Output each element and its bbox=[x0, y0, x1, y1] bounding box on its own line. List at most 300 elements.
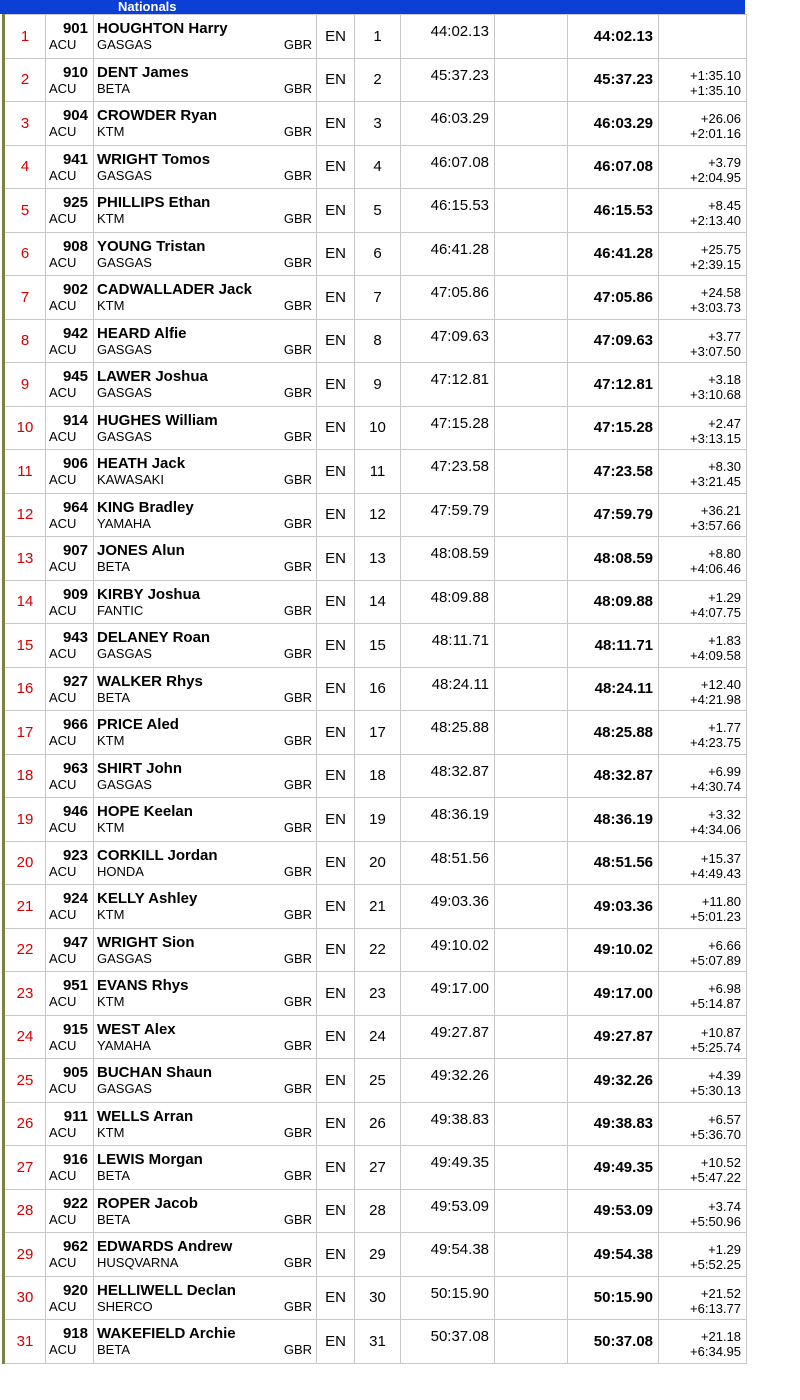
gap-cell bbox=[659, 754, 747, 798]
gap-previous: +8.80 bbox=[708, 546, 741, 561]
stage-time: 48:11.71 bbox=[431, 632, 489, 649]
nation: GBR bbox=[283, 37, 312, 52]
class-cell: EN bbox=[317, 232, 355, 276]
rider-number: 906 bbox=[62, 455, 88, 472]
empty-cell bbox=[495, 972, 568, 1016]
stage-time-cell bbox=[401, 15, 495, 59]
rider-cell bbox=[94, 841, 317, 885]
gap-cell bbox=[659, 1015, 747, 1059]
nation: GBR bbox=[283, 124, 312, 139]
rider-name: DELANEY Roan bbox=[97, 629, 211, 646]
empty-cell bbox=[495, 1059, 568, 1103]
gap-first: +5:50.96 bbox=[690, 1213, 741, 1229]
gap-first: +5:25.74 bbox=[690, 1039, 741, 1055]
empty-cell bbox=[495, 493, 568, 537]
club: ACU bbox=[49, 167, 77, 183]
stage-time-cell bbox=[401, 798, 495, 842]
total-time-cell: 47:05.86 bbox=[568, 276, 659, 320]
rider-number: 947 bbox=[62, 933, 88, 951]
club: ACU bbox=[49, 37, 77, 52]
stage-time-cell bbox=[401, 102, 495, 146]
rider-number-cell bbox=[46, 928, 94, 972]
gap-previous: +21.18 bbox=[700, 1329, 741, 1344]
table-row bbox=[4, 145, 747, 189]
total-time-cell: 47:09.63 bbox=[568, 319, 659, 363]
rider-name: WEST Alex bbox=[97, 1020, 176, 1038]
empty-cell bbox=[495, 1102, 568, 1146]
position-cell: 31 bbox=[4, 1320, 46, 1364]
total-time-cell: 48:08.59 bbox=[568, 537, 659, 581]
gap-previous: +6.98 bbox=[708, 981, 741, 996]
class-cell: EN bbox=[317, 537, 355, 581]
empty-cell bbox=[495, 15, 568, 59]
stage-time-cell bbox=[401, 363, 495, 407]
stage-time-cell bbox=[401, 450, 495, 494]
rider-cell bbox=[94, 1189, 317, 1233]
stage-time-cell bbox=[401, 145, 495, 189]
gap-cell bbox=[659, 885, 747, 929]
bike: GASGAS bbox=[97, 646, 152, 661]
class-cell: EN bbox=[317, 145, 355, 189]
bike: KTM bbox=[97, 907, 125, 922]
stage-time: 47:15.28 bbox=[430, 414, 489, 432]
rider-cell bbox=[94, 1320, 317, 1364]
empty-cell bbox=[495, 580, 568, 624]
bike: GASGAS bbox=[97, 1081, 152, 1096]
bike: YAMAHA bbox=[97, 515, 151, 531]
nation: GBR bbox=[283, 1124, 312, 1140]
total-time-cell: 48:11.71 bbox=[568, 624, 659, 668]
class-cell: EN bbox=[317, 406, 355, 450]
club: ACU bbox=[49, 646, 77, 661]
rider-name: SHIRT John bbox=[97, 759, 182, 777]
gap-first: +4:49.43 bbox=[690, 865, 741, 881]
rider-number: 905 bbox=[62, 1064, 88, 1081]
table-row bbox=[4, 493, 747, 537]
stage-time: 47:59.79 bbox=[430, 501, 489, 519]
table-row bbox=[4, 58, 747, 102]
rider-number-cell bbox=[46, 58, 94, 102]
total-time-cell: 49:53.09 bbox=[568, 1189, 659, 1233]
empty-cell bbox=[495, 537, 568, 581]
gap-cell bbox=[659, 537, 747, 581]
gap-first: +2:04.95 bbox=[690, 169, 741, 185]
stage-time: 49:49.35 bbox=[430, 1154, 489, 1171]
rider-cell bbox=[94, 711, 317, 755]
bike: YAMAHA bbox=[97, 1037, 151, 1053]
stage-time: 47:09.63 bbox=[430, 327, 489, 345]
gap-first: +5:07.89 bbox=[690, 952, 741, 968]
gap-previous: +8.45 bbox=[708, 198, 741, 213]
club: ACU bbox=[49, 689, 77, 705]
results-table bbox=[2, 14, 747, 1364]
rider-name: ROPER Jacob bbox=[97, 1194, 198, 1212]
table-row bbox=[4, 972, 747, 1016]
table-row bbox=[4, 450, 747, 494]
rider-number: 962 bbox=[62, 1238, 88, 1255]
class-position-cell: 14 bbox=[355, 580, 401, 624]
position-cell: 16 bbox=[4, 667, 46, 711]
gap-previous: +1:35.10 bbox=[690, 67, 741, 83]
rider-number: 908 bbox=[62, 237, 88, 255]
rider-number: 964 bbox=[62, 498, 88, 516]
gap-previous: +4.39 bbox=[708, 1068, 741, 1083]
class-position-cell: 17 bbox=[355, 711, 401, 755]
gap-cell bbox=[659, 406, 747, 450]
class-position-cell: 13 bbox=[355, 537, 401, 581]
rider-number: 918 bbox=[62, 1325, 88, 1342]
class-cell: EN bbox=[317, 1146, 355, 1190]
empty-cell bbox=[495, 1233, 568, 1277]
gap-first: +1:35.10 bbox=[690, 82, 741, 98]
nation: GBR bbox=[283, 559, 312, 574]
rider-number: 904 bbox=[62, 107, 88, 124]
table-row bbox=[4, 711, 747, 755]
rider-number-cell bbox=[46, 624, 94, 668]
table-row bbox=[4, 667, 747, 711]
stage-time: 49:10.02 bbox=[430, 936, 489, 954]
class-position-cell: 6 bbox=[355, 232, 401, 276]
gap-first: +5:36.70 bbox=[690, 1126, 741, 1142]
rider-number-cell bbox=[46, 102, 94, 146]
bike: KTM bbox=[97, 298, 125, 313]
club: ACU bbox=[49, 298, 77, 313]
club: ACU bbox=[49, 820, 77, 835]
class-cell: EN bbox=[317, 580, 355, 624]
rider-cell bbox=[94, 15, 317, 59]
table-row bbox=[4, 798, 747, 842]
rider-number: 925 bbox=[62, 194, 88, 211]
nation: GBR bbox=[283, 776, 312, 792]
rider-number-cell bbox=[46, 841, 94, 885]
class-cell: EN bbox=[317, 1276, 355, 1320]
gap-first: +2:01.16 bbox=[690, 126, 741, 141]
bike: GASGAS bbox=[97, 254, 152, 270]
position-cell: 10 bbox=[4, 406, 46, 450]
position-cell: 21 bbox=[4, 885, 46, 929]
rider-cell bbox=[94, 189, 317, 233]
class-position-cell: 15 bbox=[355, 624, 401, 668]
gap-previous: +8.30 bbox=[708, 459, 741, 474]
rider-name: HOUGHTON Harry bbox=[97, 20, 228, 37]
club: ACU bbox=[49, 994, 77, 1009]
class-position-cell: 24 bbox=[355, 1015, 401, 1059]
gap-cell bbox=[659, 319, 747, 363]
position-cell: 22 bbox=[4, 928, 46, 972]
total-time-cell: 48:09.88 bbox=[568, 580, 659, 624]
gap-first: +3:07.50 bbox=[690, 343, 741, 359]
rider-number: 914 bbox=[62, 411, 88, 429]
club: ACU bbox=[49, 950, 77, 966]
rider-cell bbox=[94, 319, 317, 363]
bike: FANTIC bbox=[97, 602, 144, 618]
nation: GBR bbox=[283, 211, 312, 226]
nation: GBR bbox=[283, 1298, 312, 1314]
gap-previous: +24.58 bbox=[700, 285, 741, 300]
club: ACU bbox=[49, 80, 77, 96]
position-cell: 13 bbox=[4, 537, 46, 581]
table-row bbox=[4, 1233, 747, 1277]
bike: BETA bbox=[97, 559, 130, 574]
total-time-cell: 47:59.79 bbox=[568, 493, 659, 537]
empty-cell bbox=[495, 1015, 568, 1059]
nation: GBR bbox=[283, 820, 312, 835]
empty-cell bbox=[495, 624, 568, 668]
table-row bbox=[4, 363, 747, 407]
rider-number-cell bbox=[46, 1146, 94, 1190]
class-cell: EN bbox=[317, 1320, 355, 1364]
nation: GBR bbox=[283, 1342, 312, 1357]
club: ACU bbox=[49, 1298, 77, 1314]
class-position-cell: 23 bbox=[355, 972, 401, 1016]
class-position-cell: 29 bbox=[355, 1233, 401, 1277]
gap-cell bbox=[659, 1146, 747, 1190]
gap-previous: +1.77 bbox=[708, 720, 741, 735]
rider-number: 920 bbox=[62, 1281, 88, 1299]
rider-name: HEARD Alfie bbox=[97, 324, 187, 342]
club: ACU bbox=[49, 341, 77, 357]
empty-cell bbox=[495, 145, 568, 189]
class-cell: EN bbox=[317, 15, 355, 59]
rider-cell bbox=[94, 363, 317, 407]
nation: GBR bbox=[283, 646, 312, 661]
class-cell: EN bbox=[317, 1102, 355, 1146]
stage-time: 47:23.58 bbox=[430, 458, 489, 475]
table-row bbox=[4, 1146, 747, 1190]
bike: GASGAS bbox=[97, 341, 152, 357]
rider-number: 915 bbox=[62, 1020, 88, 1038]
rider-number-cell bbox=[46, 1059, 94, 1103]
empty-cell bbox=[495, 58, 568, 102]
total-time-cell: 49:54.38 bbox=[568, 1233, 659, 1277]
stage-time-cell bbox=[401, 580, 495, 624]
bike: SHERCO bbox=[97, 1298, 153, 1314]
rider-name: KELLY Ashley bbox=[97, 890, 198, 907]
rider-number-cell bbox=[46, 493, 94, 537]
rider-name: DENT James bbox=[97, 63, 189, 81]
club: ACU bbox=[49, 602, 77, 618]
empty-cell bbox=[495, 841, 568, 885]
rider-name: LAWER Joshua bbox=[97, 368, 208, 385]
empty-cell bbox=[495, 667, 568, 711]
class-cell: EN bbox=[317, 363, 355, 407]
total-time-cell: 45:37.23 bbox=[568, 58, 659, 102]
stage-time-cell bbox=[401, 1102, 495, 1146]
rider-cell bbox=[94, 580, 317, 624]
gap-first: +3:21.45 bbox=[690, 474, 741, 489]
table-row bbox=[4, 928, 747, 972]
class-cell: EN bbox=[317, 1059, 355, 1103]
stage-time: 45:37.23 bbox=[430, 66, 489, 84]
gap-cell bbox=[659, 102, 747, 146]
stage-time-cell bbox=[401, 232, 495, 276]
gap-first: +6:13.77 bbox=[690, 1300, 741, 1316]
class-position-cell: 27 bbox=[355, 1146, 401, 1190]
total-time-cell: 48:24.11 bbox=[568, 667, 659, 711]
nation: GBR bbox=[283, 863, 312, 879]
table-row bbox=[4, 406, 747, 450]
gap-cell bbox=[659, 711, 747, 755]
rider-number: 924 bbox=[62, 890, 88, 907]
rider-number-cell bbox=[46, 1320, 94, 1364]
class-position-cell: 9 bbox=[355, 363, 401, 407]
gap-first: +4:34.06 bbox=[690, 822, 741, 837]
rider-number-cell bbox=[46, 1276, 94, 1320]
stage-time-cell bbox=[401, 189, 495, 233]
gap-cell bbox=[659, 1276, 747, 1320]
total-time-cell: 47:15.28 bbox=[568, 406, 659, 450]
total-time-cell: 46:07.08 bbox=[568, 145, 659, 189]
stage-time: 49:32.26 bbox=[430, 1067, 489, 1084]
stage-time: 48:09.88 bbox=[430, 588, 489, 606]
gap-cell bbox=[659, 580, 747, 624]
gap-first: +4:23.75 bbox=[690, 735, 741, 750]
club: ACU bbox=[49, 1081, 77, 1096]
empty-cell bbox=[495, 276, 568, 320]
rider-name: EDWARDS Andrew bbox=[97, 1238, 233, 1255]
class-position-cell: 3 bbox=[355, 102, 401, 146]
rider-number-cell bbox=[46, 972, 94, 1016]
class-cell: EN bbox=[317, 189, 355, 233]
gap-cell bbox=[659, 972, 747, 1016]
rider-cell bbox=[94, 972, 317, 1016]
gap-previous: +6.57 bbox=[708, 1111, 741, 1127]
position-cell: 17 bbox=[4, 711, 46, 755]
rider-number-cell bbox=[46, 145, 94, 189]
table-row bbox=[4, 1276, 747, 1320]
total-time-cell: 49:49.35 bbox=[568, 1146, 659, 1190]
rider-cell bbox=[94, 537, 317, 581]
bike: HUSQVARNA bbox=[97, 1255, 179, 1270]
gap-previous: +12.40 bbox=[700, 676, 741, 692]
bike: GASGAS bbox=[97, 428, 152, 444]
gap-previous: +10.52 bbox=[700, 1155, 741, 1170]
rider-name: CORKILL Jordan bbox=[97, 846, 218, 864]
club: ACU bbox=[49, 1168, 77, 1183]
gap-cell bbox=[659, 276, 747, 320]
rider-number-cell bbox=[46, 798, 94, 842]
class-position-cell: 5 bbox=[355, 189, 401, 233]
class-position-cell: 25 bbox=[355, 1059, 401, 1103]
rider-cell bbox=[94, 1233, 317, 1277]
position-cell: 2 bbox=[4, 58, 46, 102]
class-position-cell: 26 bbox=[355, 1102, 401, 1146]
rider-number: 927 bbox=[62, 672, 88, 690]
rider-name: PRICE Aled bbox=[97, 716, 179, 733]
stage-time: 44:02.13 bbox=[430, 23, 489, 40]
total-time-cell: 48:32.87 bbox=[568, 754, 659, 798]
rider-number-cell bbox=[46, 406, 94, 450]
stage-time-cell bbox=[401, 1189, 495, 1233]
position-cell: 25 bbox=[4, 1059, 46, 1103]
rider-cell bbox=[94, 1276, 317, 1320]
empty-cell bbox=[495, 798, 568, 842]
nation: GBR bbox=[283, 1255, 312, 1270]
gap-cell bbox=[659, 58, 747, 102]
class-cell: EN bbox=[317, 1233, 355, 1277]
table-row bbox=[4, 1059, 747, 1103]
table-row bbox=[4, 754, 747, 798]
position-cell: 8 bbox=[4, 319, 46, 363]
stage-time-cell bbox=[401, 1059, 495, 1103]
gap-first: +3:13.15 bbox=[690, 430, 741, 446]
gap-previous: +3.74 bbox=[708, 1198, 741, 1214]
rider-cell bbox=[94, 798, 317, 842]
rider-name: WRIGHT Tomos bbox=[97, 150, 211, 168]
club: ACU bbox=[49, 559, 77, 574]
rider-name: CADWALLADER Jack bbox=[97, 281, 253, 298]
position-cell: 29 bbox=[4, 1233, 46, 1277]
empty-cell bbox=[495, 450, 568, 494]
nation: GBR bbox=[283, 602, 312, 618]
stage-time: 48:51.56 bbox=[430, 849, 489, 867]
position-cell: 1 bbox=[4, 15, 46, 59]
stage-time-cell bbox=[401, 319, 495, 363]
class-position-cell: 30 bbox=[355, 1276, 401, 1320]
rider-name: WALKER Rhys bbox=[97, 672, 203, 690]
total-time-cell: 49:32.26 bbox=[568, 1059, 659, 1103]
stage-time-cell bbox=[401, 754, 495, 798]
club: ACU bbox=[49, 1124, 77, 1140]
class-title: Nationals bbox=[118, 0, 177, 14]
position-cell: 20 bbox=[4, 841, 46, 885]
nation: GBR bbox=[283, 472, 312, 487]
club: ACU bbox=[49, 254, 77, 270]
club: ACU bbox=[49, 515, 77, 531]
gap-first: +5:30.13 bbox=[690, 1083, 741, 1098]
rider-number-cell bbox=[46, 1233, 94, 1277]
nation: GBR bbox=[283, 689, 312, 705]
empty-cell bbox=[495, 1146, 568, 1190]
gap-previous: +15.37 bbox=[700, 850, 741, 866]
table-row bbox=[4, 232, 747, 276]
stage-time-cell bbox=[401, 1146, 495, 1190]
class-cell: EN bbox=[317, 667, 355, 711]
nation: GBR bbox=[283, 515, 312, 531]
class-cell: EN bbox=[317, 624, 355, 668]
class-cell: EN bbox=[317, 319, 355, 363]
position-cell: 23 bbox=[4, 972, 46, 1016]
rider-number-cell bbox=[46, 1102, 94, 1146]
rider-name: HOPE Keelan bbox=[97, 803, 193, 820]
club: ACU bbox=[49, 776, 77, 792]
gap-previous: +21.52 bbox=[700, 1285, 741, 1301]
gap-previous: +6.99 bbox=[708, 763, 741, 779]
rider-number-cell bbox=[46, 754, 94, 798]
gap-cell bbox=[659, 1102, 747, 1146]
rider-number: 911 bbox=[63, 1107, 88, 1125]
rider-cell bbox=[94, 754, 317, 798]
gap-first: +2:13.40 bbox=[690, 213, 741, 228]
gap-cell bbox=[659, 493, 747, 537]
nation: GBR bbox=[283, 1037, 312, 1053]
nation: GBR bbox=[283, 80, 312, 96]
stage-time: 49:54.38 bbox=[430, 1241, 489, 1258]
nation: GBR bbox=[283, 341, 312, 357]
bike: BETA bbox=[97, 689, 130, 705]
bike: GASGAS bbox=[97, 950, 152, 966]
stage-time: 46:15.53 bbox=[430, 197, 489, 214]
rider-number-cell bbox=[46, 276, 94, 320]
rider-number: 910 bbox=[62, 63, 88, 81]
empty-cell bbox=[495, 1189, 568, 1233]
position-cell: 9 bbox=[4, 363, 46, 407]
stage-time: 48:24.11 bbox=[431, 675, 489, 693]
rider-number: 951 bbox=[62, 977, 88, 994]
stage-time: 47:05.86 bbox=[430, 284, 489, 301]
bike: HONDA bbox=[97, 863, 144, 879]
table-row bbox=[4, 580, 747, 624]
